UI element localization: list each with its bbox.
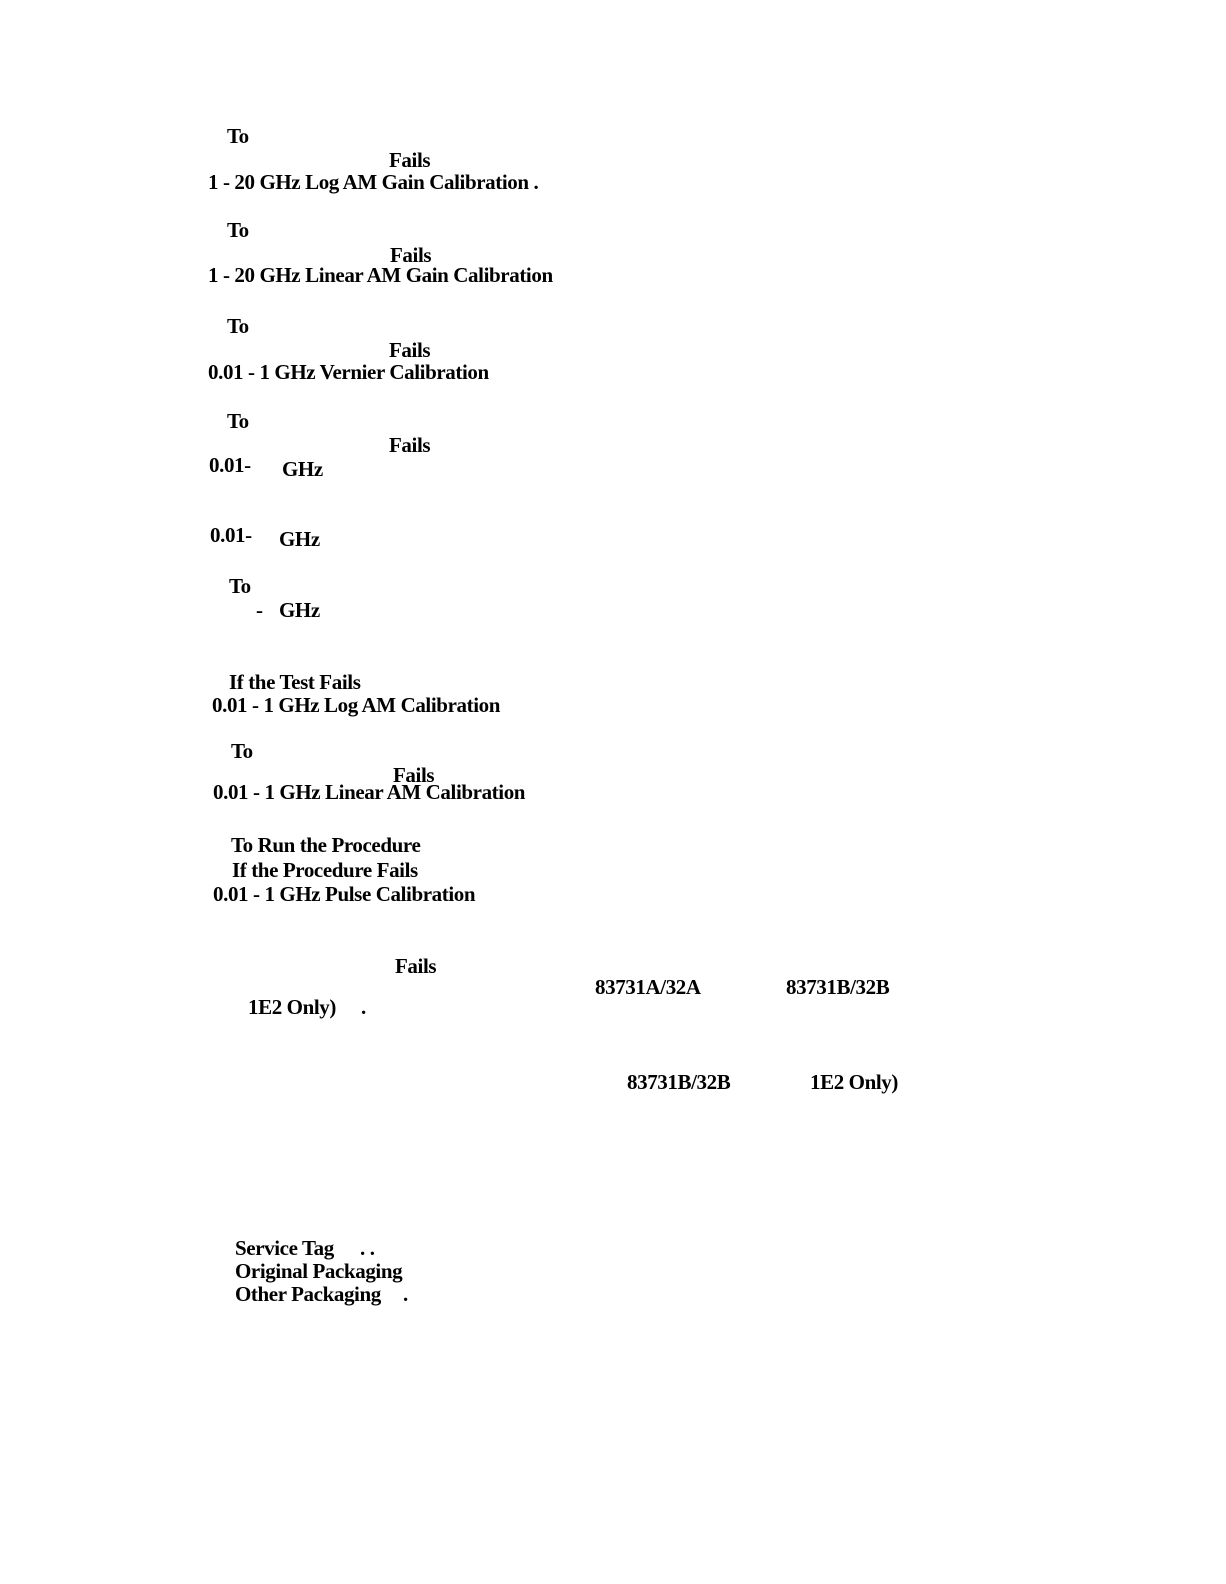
if-test-fails-heading: If the Test Fails [229,670,361,694]
original-packaging-label: Original Packaging [235,1259,403,1283]
ghz-label: GHz [282,457,323,481]
option-label: 1E2 Only) [810,1070,898,1094]
fails-label: Fails [389,148,431,172]
linear-am-cal-heading: 0.01 - 1 GHz Linear AM Calibration [213,780,526,804]
fails-label: Fails [393,763,435,787]
fails-label: Fails [395,954,437,978]
fails-label: Fails [389,338,431,362]
log-am-gain-cal-heading: 1 - 20 GHz Log AM Gain Calibration . [208,170,539,194]
to-label: To [231,739,253,763]
other-packaging-label: Other Packaging [235,1282,381,1306]
dash-label: - [256,598,263,622]
range-start-label: 0.01- [210,523,252,547]
range-start-label: 0.01- [209,453,251,477]
ghz-label: GHz [279,527,320,551]
to-label: To [229,574,251,598]
to-label: To [227,124,249,148]
dot-leader: . [403,1282,408,1306]
dot-leader: . [361,995,366,1019]
log-am-cal-heading: 0.01 - 1 GHz Log AM Calibration [212,693,501,717]
service-tag-label: Service Tag [235,1236,334,1260]
vernier-cal-heading: 0.01 - 1 GHz Vernier Calibration [208,360,489,384]
run-procedure-heading: To Run the Procedure [231,833,421,857]
fails-label: Fails [390,243,432,267]
model-number: 83731B/32B [786,975,890,999]
linear-am-gain-cal-heading: 1 - 20 GHz Linear AM Gain Calibration [208,263,553,287]
procedure-fails-heading: If the Procedure Fails [232,858,418,882]
to-label: To [227,314,249,338]
pulse-cal-heading: 0.01 - 1 GHz Pulse Calibration [213,882,476,906]
fails-label: Fails [389,433,431,457]
ghz-label: GHz [279,598,320,622]
to-label: To [227,218,249,242]
option-label: 1E2 Only) [248,995,336,1019]
model-number: 83731A/32A [595,975,701,999]
dot-leader: . . [360,1236,375,1260]
to-label: To [227,409,249,433]
model-number: 83731B/32B [627,1070,731,1094]
